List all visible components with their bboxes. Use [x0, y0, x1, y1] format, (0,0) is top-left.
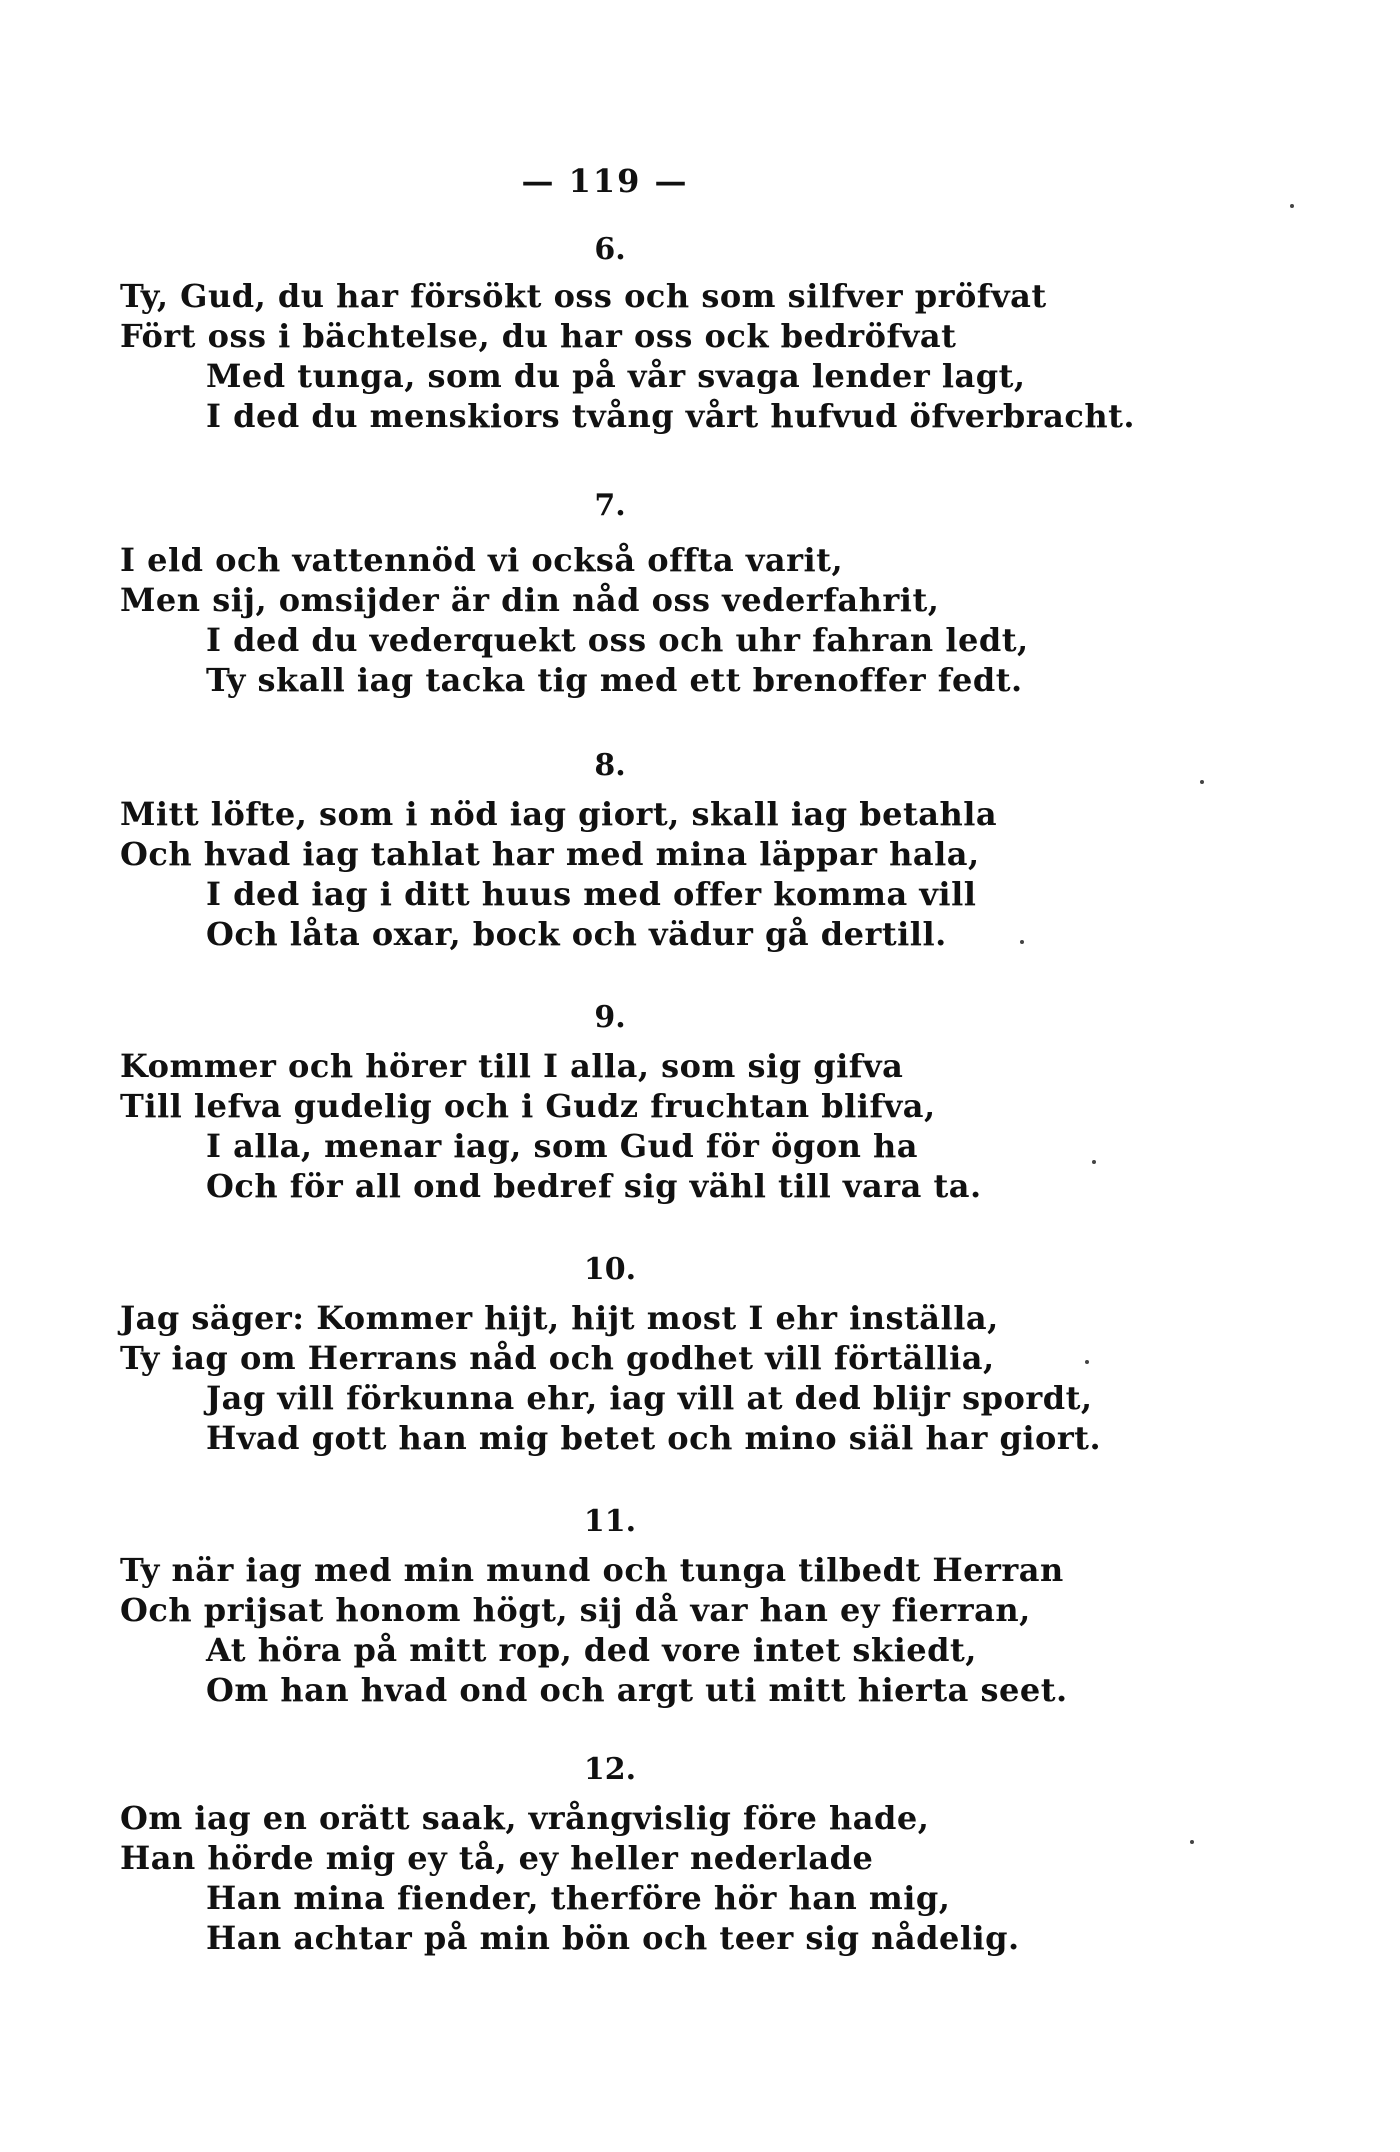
- stanza-number: 11.: [583, 1504, 637, 1539]
- verse-line: Med tunga, som du på vår svaga lender lagt,: [206, 357, 1026, 395]
- verse-line: Ty när iag med min mund och tunga tilbedt Herran: [120, 1551, 1064, 1589]
- verse-line: Jag vill förkunna ehr, iag vill at ded blijr spordt,: [206, 1379, 1093, 1417]
- verse-line: Ty skall iag tacka tig med ett brenoffer fedt.: [206, 661, 1023, 699]
- stanza-number: 12.: [583, 1752, 637, 1787]
- stanza-number: 7.: [594, 488, 626, 523]
- verse-line: Och hvad iag tahlat har med mina läppar hala,: [120, 835, 980, 873]
- verse-line: Han achtar på min bön och teer sig nådelig.: [206, 1919, 1020, 1957]
- verse-line: At höra på mitt rop, ded vore intet skiedt,: [206, 1631, 977, 1669]
- verse-line: Hvad gott han mig betet och mino siäl har giort.: [206, 1419, 1102, 1457]
- print-speck: [1085, 1360, 1089, 1364]
- verse-line: Ty, Gud, du har försökt oss och som silfver pröfvat: [120, 277, 1047, 315]
- verse-line: Om han hvad ond och argt uti mitt hierta seet.: [206, 1671, 1068, 1709]
- verse-line: Han mina fiender, therföre hör han mig,: [206, 1879, 951, 1917]
- print-speck: [1200, 780, 1204, 784]
- stanza-number: 9.: [594, 1000, 626, 1035]
- print-speck: [1092, 1160, 1096, 1164]
- verse-line: I ded iag i ditt huus med offer komma vill: [206, 875, 977, 913]
- page-number: — 119 —: [521, 162, 689, 200]
- print-speck: [1190, 1840, 1194, 1844]
- print-speck: [1020, 940, 1024, 944]
- verse-line: I ded du vederquekt oss och uhr fahran ledt,: [206, 621, 1029, 659]
- stanza-number: 10.: [583, 1252, 637, 1287]
- verse-line: I alla, menar iag, som Gud för ögon ha: [206, 1127, 918, 1165]
- verse-line: Ty iag om Herrans nåd och godhet vill förtällia,: [120, 1339, 995, 1377]
- stanza-number: 8.: [594, 748, 626, 783]
- verse-line: Till lefva gudelig och i Gudz fruchtan blifva,: [120, 1087, 936, 1125]
- verse-line: Jag säger: Kommer hijt, hijt most I ehr inställa,: [120, 1299, 999, 1337]
- verse-line: Och låta oxar, bock och vädur gå dertill.: [206, 915, 947, 953]
- verse-line: Mitt löfte, som i nöd iag giort, skall iag betahla: [120, 795, 998, 833]
- verse-line: Kommer och hörer till I alla, som sig gifva: [120, 1047, 904, 1085]
- verse-line: Och prijsat honom högt, sij då var han ey fierran,: [120, 1591, 1031, 1629]
- verse-line: Om iag en orätt saak, vrångvislig före hade,: [120, 1799, 930, 1837]
- verse-line: I ded du menskiors tvång vårt hufvud öfverbracht.: [206, 397, 1136, 435]
- print-speck: [1290, 204, 1294, 208]
- verse-line: Och för all ond bedref sig vähl till vara ta.: [206, 1167, 982, 1205]
- verse-line: Fört oss i bächtelse, du har oss ock bedröfvat: [120, 317, 957, 355]
- stanza-number: 6.: [594, 232, 626, 267]
- verse-line: Han hörde mig ey tå, ey heller nederlade: [120, 1839, 874, 1877]
- verse-line: I eld och vattennöd vi också offta varit,: [120, 541, 844, 579]
- verse-line: Men sij, omsijder är din nåd oss vederfahrit,: [120, 581, 940, 619]
